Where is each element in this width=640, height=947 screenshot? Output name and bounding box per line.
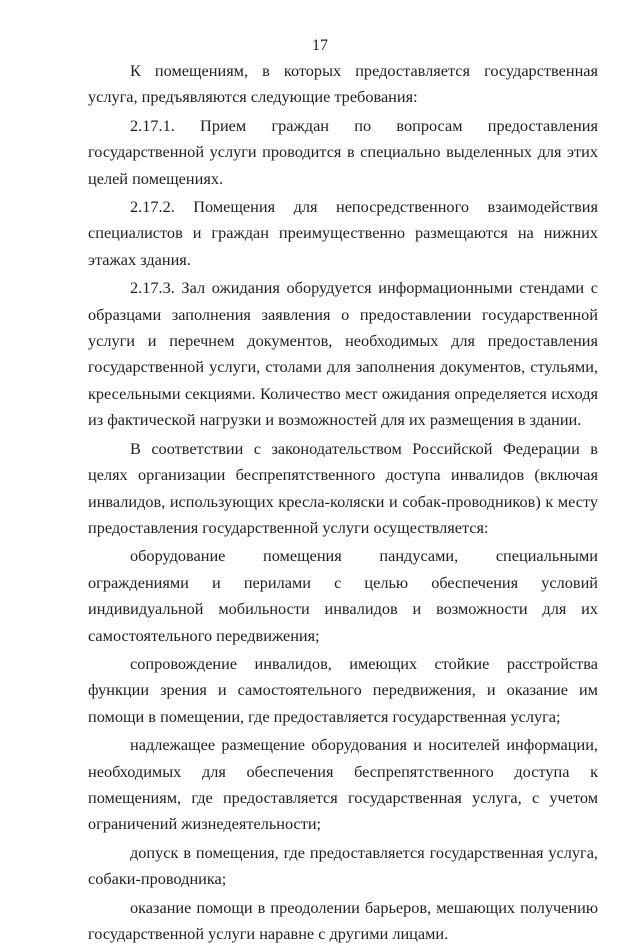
page-number: 17 bbox=[312, 37, 328, 54]
paragraph-premises-requirements: К помещениям, в которых предоставляется государственная услуга, предъявляются следующие требования: bbox=[88, 61, 598, 107]
document-body bbox=[88, 58, 598, 947]
paragraph-ramps-railings: оборудование помещения пандусами, специальными ограждениями и перилами с целью обеспечения условий индивидуальной мобильности инвалидов и возможности для их самостоятельного передвижения; bbox=[88, 546, 598, 645]
paragraph-guide-dog-admission: допуск в помещения, где предоставляется государственная услуга, собаки-проводника; bbox=[88, 842, 598, 889]
paragraph-2-17-1: 2.17.1. Прием граждан по вопросам предоставления государственной услуги проводится в специально выделенных для этих целей помещениях. bbox=[88, 115, 598, 188]
paragraph-accessibility-intro: В соответствии с законодательством Российской Федерации в целях организации беспрепятственного доступа инвалидов (включая инвалидов, использующих кресла-коляски и собак-проводников) к месту предоставления государственной услуги осуществляется: bbox=[88, 438, 598, 537]
paragraph-barrier-assistance: оказание помощи в преодолении барьеров, мешающих получению государственной услуги наравне с другими лицами. bbox=[88, 897, 598, 943]
paragraph-2-17-3: 2.17.3. Зал ожидания оборудуется информационными стендами с образцами заполнения заявления о предоставлении государственной услуги и перечнем документов, необходимых для предоставления государственной услуги, столами для заполнения документов, стульями, кресельными секциями. Количество мест ожидания определяется исходя из фактической нагрузки и возможностей для их размещения в здании. bbox=[88, 278, 598, 430]
paragraph-escort-assistance: сопровождение инвалидов, имеющих стойкие расстройства функции зрения и самостоятельного передвижения, и оказание им помощи в помещении, где предоставляется государственная услуга; bbox=[88, 653, 598, 726]
paragraph-2-17-2: 2.17.2. Помещения для непосредственного взаимодействия специалистов и граждан преимущественно размещаются на нижних этажах здания. bbox=[88, 197, 598, 269]
paragraph-equipment-placement: надлежащее размещение оборудования и носителей информации, необходимых для обеспечения беспрепятственного доступа к помещениям, где предоставляется государственная услуга, с учетом ограничений жизнедеятельности; bbox=[88, 735, 598, 834]
